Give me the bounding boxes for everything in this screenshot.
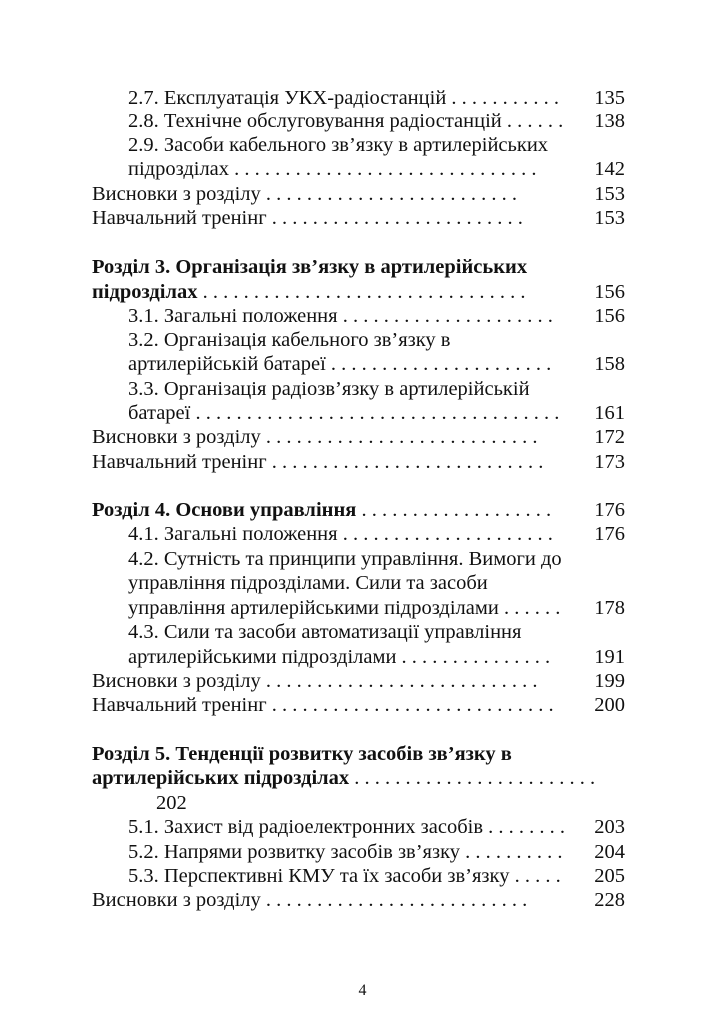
toc-page-number: 135 [594, 87, 625, 109]
toc-chapter-4-title [92, 498, 551, 522]
toc-entry-3-1: 3.1. Загальні положення . . . . . . . . . . . . . . . . . . . . . [128, 305, 553, 327]
toc-chapter-5-title-cont [92, 766, 595, 790]
toc-page-number: 178 [594, 597, 625, 619]
page-number: 4 [358, 982, 367, 999]
chapter-title-bold: підрозділах [92, 281, 198, 303]
toc-entry-4-2-cont: управління артилерійськими підрозділами . . . . . . [128, 597, 561, 619]
toc-page-number: 158 [594, 353, 625, 375]
toc-entry-conclusions-2: Висновки з розділу . . . . . . . . . . . . . . . . . . . . . . . . . [92, 183, 518, 205]
toc-page-number: 176 [594, 523, 625, 545]
toc-entry-training-2: Навчальний тренінг . . . . . . . . . . . . . . . . . . . . . . . . . [92, 207, 523, 229]
toc-entry-training-4: Навчальний тренінг . . . . . . . . . . . . . . . . . . . . . . . . . . . . [92, 694, 554, 716]
toc-entry-4-1: 4.1. Загальні положення . . . . . . . . . . . . . . . . . . . . . [128, 523, 553, 545]
toc-page-number: 191 [594, 646, 625, 668]
toc-entry-3-2: 3.2. Організація кабельного зв’язку в [128, 329, 451, 351]
toc-page-number: 205 [594, 865, 625, 887]
toc-page-number: 153 [594, 207, 625, 229]
toc-page-number: 153 [594, 183, 625, 205]
toc-page-number: 172 [594, 426, 625, 448]
toc-entry-4-3: 4.3. Сили та засоби автоматизації управління [128, 621, 522, 643]
toc-entry-conclusions-4: Висновки з розділу . . . . . . . . . . . . . . . . . . . . . . . . . . . [92, 670, 538, 692]
toc-entry-conclusions-3: Висновки з розділу . . . . . . . . . . . . . . . . . . . . . . . . . . . [92, 426, 538, 448]
toc-page-number: 156 [594, 281, 625, 303]
leader-dots: . . . . . . . . . . . . . . . . . . . . . . . . [349, 767, 596, 789]
toc-entry-4-2-cont: управління підрозділами. Сили та засоби [128, 572, 488, 594]
toc-entry-5-1: 5.1. Захист від радіоелектронних засобів . . . . . . . . [128, 816, 566, 838]
toc-entry-3-3: 3.3. Організація радіозв’язку в артилерійській [128, 378, 530, 400]
toc-page-number: 203 [594, 816, 625, 838]
toc-entry-2-8: 2.8. Технічне обслуговування радіостанцій . . . . . . [128, 110, 564, 132]
chapter-title-bold: Розділ 4. Основи управління [92, 499, 357, 521]
toc-page-number: 156 [594, 305, 625, 327]
leader-dots: . . . . . . . . . . . . . . . . . . . . . . . . . . . . . . . . [197, 281, 526, 303]
toc-entry-2-9-cont: підрозділах . . . . . . . . . . . . . . . . . . . . . . . . . . . . . . [128, 158, 537, 180]
toc-page-number: 142 [594, 158, 625, 180]
toc-chapter-3-title: Розділ 3. Організація зв’язку в артилерійських [92, 256, 528, 278]
toc-chapter-3-title-cont [92, 280, 525, 304]
toc-entry-2-7: 2.7. Експлуатація УКХ-радіостанцій . . . . . . . . . . . [128, 87, 560, 109]
toc-entry-5-2: 5.2. Напрями розвитку засобів зв’язку . . . . . . . . . . [128, 841, 563, 863]
toc-page-number: 176 [594, 499, 625, 521]
toc-entry-2-9: 2.9. Засоби кабельного зв’язку в артилерійських [128, 134, 549, 156]
toc-page-number: 202 [156, 792, 187, 814]
toc-page-number: 161 [594, 402, 625, 424]
chapter-title-bold: артилерійських підрозділах [92, 767, 350, 789]
toc-page-number: 228 [594, 889, 625, 911]
toc-entry-training-3: Навчальний тренінг . . . . . . . . . . . . . . . . . . . . . . . . . . . [92, 451, 544, 473]
toc-page-number: 200 [594, 694, 625, 716]
toc-entry-4-3-cont: артилерійськими підрозділами . . . . . . . . . . . . . . . [128, 646, 551, 668]
toc-entry-3-2-cont: артилерійській батареї . . . . . . . . . . . . . . . . . . . . . . [128, 353, 552, 375]
toc-page-number: 199 [594, 670, 625, 692]
toc-entry-3-3-cont: батареї . . . . . . . . . . . . . . . . . . . . . . . . . . . . . . . . . . . . [128, 402, 560, 424]
toc-entry-conclusions-5: Висновки з розділу . . . . . . . . . . . . . . . . . . . . . . . . . . [92, 889, 528, 911]
toc-page-number: 173 [594, 451, 625, 473]
toc-entry-4-2: 4.2. Сутність та принципи управління. Вимоги до [128, 548, 562, 570]
toc-entry-5-3: 5.3. Перспективні КМУ та їх засоби зв’язку . . . . . [128, 865, 561, 887]
toc-page-number: 138 [594, 110, 625, 132]
toc-page-number: 204 [594, 841, 625, 863]
leader-dots: . . . . . . . . . . . . . . . . . . . [356, 499, 552, 521]
toc-chapter-5-title: Розділ 5. Тенденції розвитку засобів зв’язку в [92, 743, 512, 765]
